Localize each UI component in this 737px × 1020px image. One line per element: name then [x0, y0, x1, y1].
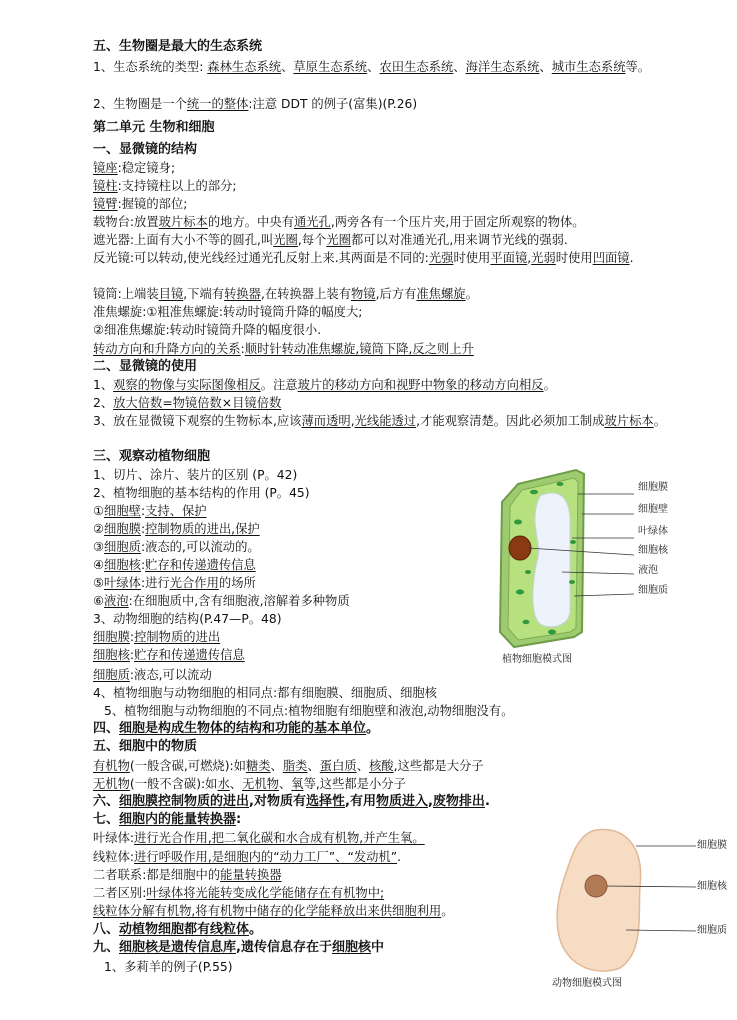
text-span: 时使用 [453, 251, 491, 265]
text-span: :握镜的部位; [117, 197, 188, 211]
text-span: 3、放在显微镜下观察的生物标本,应该 [93, 414, 302, 428]
text-span: 线粒体: [93, 850, 135, 864]
text-line [93, 902, 454, 920]
underlined-term: 控制物质的进出 [134, 630, 221, 644]
plant-label-nucleus: 细胞核 [638, 545, 668, 556]
text-line [93, 484, 310, 502]
text-span: 八、 [93, 922, 120, 937]
underlined-term: 镜臂 [93, 197, 118, 211]
animal-figure-caption: 动物细胞模式图 [552, 978, 622, 989]
section-heading [93, 448, 210, 466]
text-line [93, 249, 703, 267]
section-heading [93, 720, 379, 738]
text-span: . [397, 850, 402, 864]
text-span: 反光镜:可以转动,使光线经过通光孔反射上来.其两面是不同的: [93, 251, 429, 265]
underlined-term: 农田生态系统 [379, 60, 454, 74]
underlined-term: 水 [217, 777, 230, 791]
text-line [93, 58, 703, 76]
text-line [104, 702, 513, 720]
underlined-term: 无机物 [93, 777, 130, 791]
underlined-term: 光强 [428, 251, 454, 265]
text-span: 4、植物细胞与动物细胞的相同点:都有细胞膜、细胞质、细胞核 [93, 686, 437, 700]
text-span: ,下端有 [183, 287, 225, 301]
text-span: 。 [543, 378, 556, 392]
text-span: ④ [93, 558, 105, 572]
text-span: :支持镜柱以上的部分; [117, 179, 237, 193]
text-span: 第二单元 生物和细胞 [93, 120, 215, 135]
text-line [93, 520, 260, 538]
text-line [93, 628, 220, 646]
text-span: 、 [270, 759, 283, 773]
animal-nucleus [585, 875, 607, 897]
underlined-term: 细胞内的能量转换器 [119, 812, 237, 827]
section-heading [93, 811, 241, 829]
text-span: 二者联系:都是细胞中的 [93, 868, 221, 882]
underlined-term: 控制物质的进出,保护 [145, 522, 260, 536]
plant-vacuole [533, 493, 570, 627]
text-span: ,后方有 [375, 287, 417, 301]
underlined-term: 目镜 [158, 287, 184, 301]
section-heading [93, 939, 384, 957]
text-span: 七、 [93, 812, 120, 827]
text-line [93, 195, 187, 213]
underlined-term: 光圈 [273, 233, 298, 247]
underlined-term: 光圈 [326, 233, 351, 247]
text-span: 1、多莉羊的例子(P.55) [104, 960, 233, 974]
underlined-term: 光线能透过 [354, 414, 417, 428]
underlined-term: 糖类 [245, 759, 271, 773]
text-span: 、 [229, 777, 243, 791]
plant-cell-figure [478, 462, 718, 672]
text-span: 二、显微镜的使用 [93, 359, 198, 374]
text-line [93, 592, 350, 610]
text-span: 、 [539, 60, 552, 74]
text-span: 、 [356, 759, 369, 773]
underlined-term: 有机物 [93, 759, 130, 773]
text-span: 的地方。中央有 [207, 215, 294, 229]
text-line [93, 538, 260, 556]
text-line [93, 610, 282, 628]
text-span: . [629, 251, 634, 265]
text-line [93, 829, 425, 847]
underlined-term: 细胞质 [104, 540, 141, 554]
underlined-term: 玻片的移动方向和视野中物象的移动方向相反 [297, 378, 544, 392]
text-span: 的场所 [218, 576, 256, 590]
section-heading [93, 793, 490, 811]
text-span: :注意 DDT 的例子(富集)(P.26) [248, 97, 418, 111]
underlined-term: 细胞质 [93, 668, 130, 682]
underlined-term: 细胞膜 [93, 630, 130, 644]
text-span: 五、生物圈是最大的生态系统 [93, 39, 263, 54]
underlined-term: 动植物细胞都有线粒体 [119, 922, 250, 937]
text-span: :液态的,可以流动的。 [140, 540, 260, 554]
text-line [93, 646, 245, 664]
underlined-term: 通光孔 [293, 215, 331, 229]
text-line [93, 231, 568, 249]
underlined-term: 光合作用 [169, 576, 219, 590]
underlined-term: 细胞膜 [104, 522, 141, 536]
underlined-term: 镜柱 [93, 179, 118, 193]
underlined-term: 准焦螺旋 [416, 287, 466, 301]
text-span: 三、观察动植物细胞 [93, 449, 211, 464]
text-span: 1、切片、涂片、装片的区别 (P。42) [93, 468, 298, 482]
underlined-term: 薄而透明 [301, 414, 351, 428]
text-span: 、 [278, 777, 292, 791]
underlined-term: 线粒体分解有机物,将有机物中储存的化学能释放出来供细胞利用 [93, 904, 442, 918]
text-span: 2、植物细胞的基本结构的作用 (P。45) [93, 486, 310, 500]
text-span: ②细准焦螺旋:转动时镜筒升降的幅度很小. [93, 323, 322, 337]
animal-label-nucleus: 细胞核 [697, 881, 727, 892]
text-span: , [527, 251, 532, 265]
underlined-term: 放大倍数=物镜倍数×目镜倍数 [113, 396, 282, 410]
underlined-term: 转换器 [224, 287, 261, 301]
text-span: : [140, 504, 146, 518]
underlined-term: 观察的物像与实际图像相反 [113, 378, 261, 392]
underlined-term: 细胞核 [93, 648, 130, 662]
text-span: 。 [653, 414, 666, 428]
text-span: ,在转换器上装有 [260, 287, 351, 301]
text-span: (一般含碳,可燃烧):如 [129, 759, 246, 773]
text-line [93, 321, 321, 339]
text-span: 3、动物细胞的结构(P.47—P。48) [93, 612, 282, 626]
animal-cell-diagram [548, 826, 708, 976]
underlined-term: 细胞核 [104, 558, 141, 572]
text-line [93, 394, 281, 412]
underlined-term: 细胞是构成生物体的结构和功能的基本单位 [119, 721, 367, 736]
text-span: ,两旁各有一个压片夹,用于固定所观察的物体。 [330, 215, 585, 229]
text-span: 2、 [93, 396, 114, 410]
underlined-term: 细胞壁 [104, 504, 141, 518]
underlined-term: 草原生态系统 [293, 60, 368, 74]
section-heading [93, 119, 215, 137]
underlined-term: 蛋白质 [319, 759, 357, 773]
text-span: 六、 [93, 794, 120, 809]
text-line [93, 884, 384, 902]
section-heading [93, 921, 262, 939]
text-span: : [236, 812, 242, 827]
underlined-term: 脂类 [282, 759, 308, 773]
underlined-term: 细胞核 [331, 940, 371, 955]
underlined-term: 镜座 [93, 161, 118, 175]
text-span: ,有用 [345, 794, 376, 809]
text-span: 。注意 [260, 378, 298, 392]
text-span: 、 [307, 759, 320, 773]
text-span: ,遗传信息存在于 [236, 940, 332, 955]
animal-cell-membrane [557, 830, 641, 972]
underlined-term: 液泡 [104, 594, 129, 608]
text-line [93, 666, 212, 684]
text-span: 五、细胞中的物质 [93, 739, 198, 754]
text-span: 镜筒:上端装 [93, 287, 159, 301]
underlined-term: 森林生态系统 [207, 60, 282, 74]
text-span: 叶绿体: [93, 831, 135, 845]
text-line [93, 376, 556, 394]
underlined-term: 物质进入 [375, 794, 428, 809]
text-span: 都可以对准通光孔,用来调节光线的强弱. [350, 233, 568, 247]
text-line [93, 303, 362, 321]
text-span: 一、显微镜的结构 [93, 142, 198, 157]
plant-cell-diagram [478, 462, 718, 672]
text-span: 准焦螺旋:①粗准焦螺旋:转动时镜筒升降的幅度大; [93, 305, 363, 319]
plant-label-chloroplast: 叶绿体 [638, 526, 668, 537]
text-span: 。 [465, 287, 478, 301]
section-heading [93, 738, 197, 756]
text-line [93, 684, 437, 702]
text-span: :在细胞质中,含有细胞液,溶解着多种物质 [128, 594, 350, 608]
text-span: :进行 [140, 576, 170, 590]
text-span: 二者区别: [93, 886, 147, 900]
text-line [93, 95, 417, 113]
underlined-term: 光弱 [531, 251, 556, 265]
underlined-term: 无机物 [242, 777, 279, 791]
text-line [93, 757, 484, 775]
underlined-term: 能量转换器 [220, 868, 282, 882]
text-span: :稳定镜身; [117, 161, 176, 175]
text-span: 5、植物细胞与动物细胞的不同点:植物细胞有细胞壁和液泡,动物细胞没有。 [104, 704, 514, 718]
section-heading [93, 38, 262, 56]
text-span: ⑥ [93, 594, 105, 608]
underlined-term: 玻片标本 [604, 414, 654, 428]
text-span: 九、 [93, 940, 120, 955]
text-span: : [140, 558, 146, 572]
underlined-term: 城市生态系统 [551, 60, 626, 74]
text-span: : [140, 522, 146, 536]
animal-label-cytoplasm: 细胞质 [697, 925, 727, 936]
text-line [104, 958, 233, 976]
text-span: 2、生物圈是一个 [93, 97, 187, 111]
underlined-term: 氧 [291, 777, 304, 791]
text-span: 中 [371, 940, 385, 955]
plant-label-vacuole: 液泡 [638, 565, 658, 576]
text-line [93, 412, 703, 430]
underlined-term: 物镜 [350, 287, 376, 301]
plant-label-wall: 细胞壁 [638, 504, 668, 515]
underlined-term: 叶绿体 [104, 576, 141, 590]
underlined-term: 叶绿体将光能转变成化学能储存在有机物中; [146, 886, 385, 900]
text-line [93, 177, 237, 195]
text-span: 、 [281, 60, 294, 74]
text-span: 。 [366, 721, 380, 736]
underlined-term: 玻片标本 [158, 215, 208, 229]
underlined-term: 转动方向和升降方向的关系 [93, 342, 241, 356]
underlined-term: 细胞膜控制物质的进出 [119, 794, 250, 809]
text-span: 四、 [93, 721, 120, 736]
text-span: 、 [453, 60, 466, 74]
text-span: 载物台:放置 [93, 215, 159, 229]
plant-nucleus [509, 536, 531, 560]
text-line [93, 574, 256, 592]
text-span: 。 [441, 904, 454, 918]
underlined-term: 凹面镜 [592, 251, 630, 265]
underlined-term: 贮存和传递遗传信息 [134, 648, 245, 662]
underlined-term: 进行光合作用,把二氧化碳和水合成有机物,并产生氧。 [134, 831, 425, 845]
plant-figure-caption: 植物细胞模式图 [502, 654, 572, 665]
text-span: : [129, 630, 135, 644]
underlined-term: 海洋生态系统 [465, 60, 540, 74]
text-span: 1、生态系统的类型: [93, 60, 208, 74]
text-span: :液态,可以流动 [129, 668, 212, 682]
text-line [93, 340, 474, 358]
text-span: : [240, 342, 245, 356]
animal-label-membrane: 细胞膜 [697, 840, 727, 851]
text-span: ,每个 [297, 233, 327, 247]
underlined-term: 贮存和传递遗传信息 [145, 558, 256, 572]
text-line [93, 502, 207, 520]
text-span: ① [93, 504, 105, 518]
underlined-term: 平面镜 [490, 251, 528, 265]
text-span: 遮光器:上面有大小不等的圆孔,叫 [93, 233, 274, 247]
text-span: 等。 [625, 60, 651, 74]
section-heading [93, 141, 197, 159]
underlined-term: 统一的整体 [186, 97, 249, 111]
text-span: , [427, 794, 433, 809]
text-line [93, 866, 282, 884]
underlined-term: 废物排出 [432, 794, 485, 809]
text-span: 等,这些都是小分子 [303, 777, 406, 791]
text-span: , [350, 414, 355, 428]
text-line [93, 159, 175, 177]
underlined-term: 进行呼吸作用,是细胞内的“动力工厂”、“发动机” [134, 850, 398, 864]
underlined-term: 核酸 [369, 759, 394, 773]
text-span: ,对物质有 [249, 794, 306, 809]
underlined-term: 细胞核是遗传信息库 [119, 940, 237, 955]
text-span: ,这些都是大分子 [393, 759, 484, 773]
text-span: 。 [249, 922, 263, 937]
text-span: 时使用 [555, 251, 593, 265]
text-span: (一般不含碳):如 [129, 777, 218, 791]
text-line [93, 556, 256, 574]
underlined-term: 选择性 [305, 794, 345, 809]
text-span: ⑤ [93, 576, 105, 590]
text-span: : [129, 648, 135, 662]
text-span: 1、 [93, 378, 114, 392]
plant-label-cytoplasm: 细胞质 [638, 585, 668, 596]
text-span: ③ [93, 540, 105, 554]
animal-cell-figure [548, 826, 708, 992]
text-line [93, 285, 478, 303]
text-line [93, 775, 406, 793]
plant-label-membrane: 细胞膜 [638, 482, 668, 493]
text-span: ,才能观察清楚。因此必须加工制成 [416, 414, 605, 428]
text-line [93, 466, 297, 484]
text-line [93, 213, 585, 231]
section-heading [93, 358, 197, 376]
text-span: 、 [367, 60, 380, 74]
text-span: . [484, 794, 490, 809]
underlined-term: 顺时针转动准焦螺旋,镜筒下降,反之则上升 [244, 342, 474, 356]
underlined-term: 支持、保护 [145, 504, 207, 518]
text-span: ② [93, 522, 105, 536]
text-line [93, 848, 401, 866]
